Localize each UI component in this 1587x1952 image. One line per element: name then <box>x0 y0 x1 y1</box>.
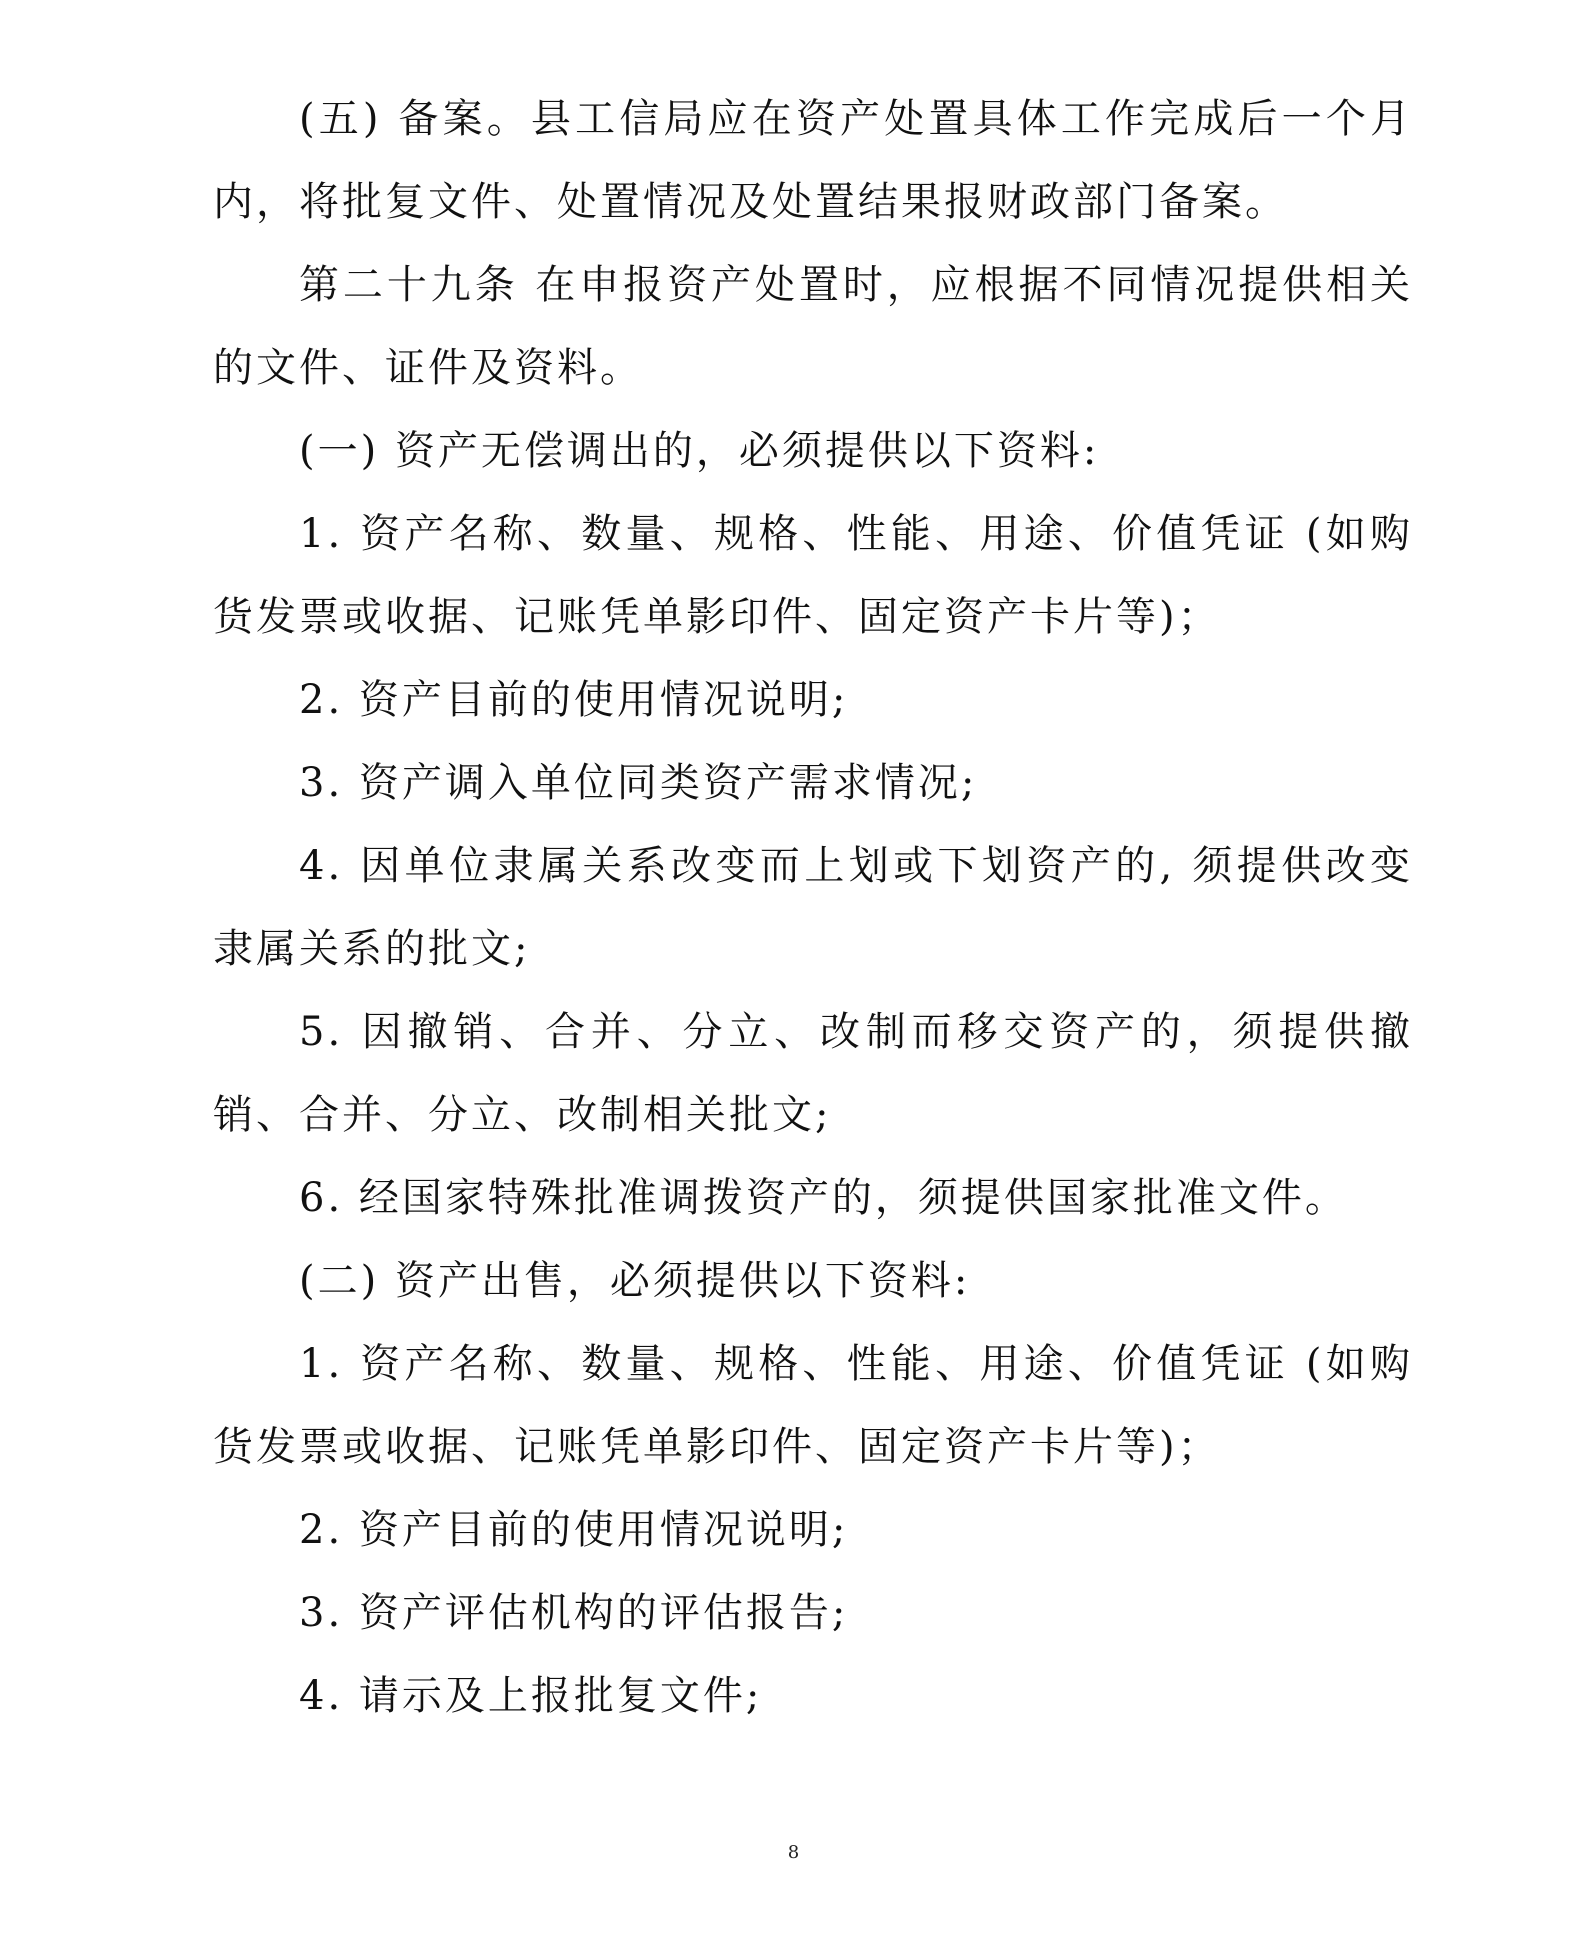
document-body <box>213 78 1413 1738</box>
paragraph-section-1-heading: (一) 资产无偿调出的，必须提供以下资料: <box>299 428 1100 474</box>
paragraph-section-2-item-4: 4. 请示及上报批复文件; <box>299 1673 763 1719</box>
paragraph-section-1-item-6: 6. 经国家特殊批准调拨资产的，须提供国家批准文件。 <box>299 1175 1348 1221</box>
paragraph-section-2-item-2: 2. 资产目前的使用情况说明; <box>299 1507 849 1553</box>
paragraph-section-1-item-4: 4. 因单位隶属关系改变而上划或下划资产的, 须提供改变隶属关系的批文; <box>213 843 1413 972</box>
paragraph-section-1-item-5: 5. 因撤销、合并、分立、改制而移交资产的，须提供撤销、合并、分立、改制相关批文; <box>213 1009 1413 1138</box>
paragraph-article-29: 第二十九条 在申报资产处置时，应根据不同情况提供相关的文件、证件及资料。 <box>213 262 1413 391</box>
paragraph-section-1-item-1: 1. 资产名称、数量、规格、性能、用途、价值凭证 (如购货发票或收据、记账凭单影印件、固定资产卡片等)； <box>213 511 1413 640</box>
paragraph-section-2-item-3: 3. 资产评估机构的评估报告; <box>299 1590 849 1636</box>
paragraph-section-1-item-2: 2. 资产目前的使用情况说明; <box>299 677 849 723</box>
page-number: 8 <box>787 1842 800 1863</box>
paragraph-section-1-item-3: 3. 资产调入单位同类资产需求情况; <box>299 760 978 806</box>
paragraph-filing: (五) 备案。县工信局应在资产处置具体工作完成后一个月内，将批复文件、处置情况及处置结果报财政部门备案。 <box>213 96 1413 225</box>
paragraph-section-2-item-1: 1. 资产名称、数量、规格、性能、用途、价值凭证 (如购货发票或收据、记账凭单影印件、固定资产卡片等)； <box>213 1341 1413 1470</box>
paragraph-section-2-heading: (二) 资产出售，必须提供以下资料: <box>299 1258 971 1304</box>
